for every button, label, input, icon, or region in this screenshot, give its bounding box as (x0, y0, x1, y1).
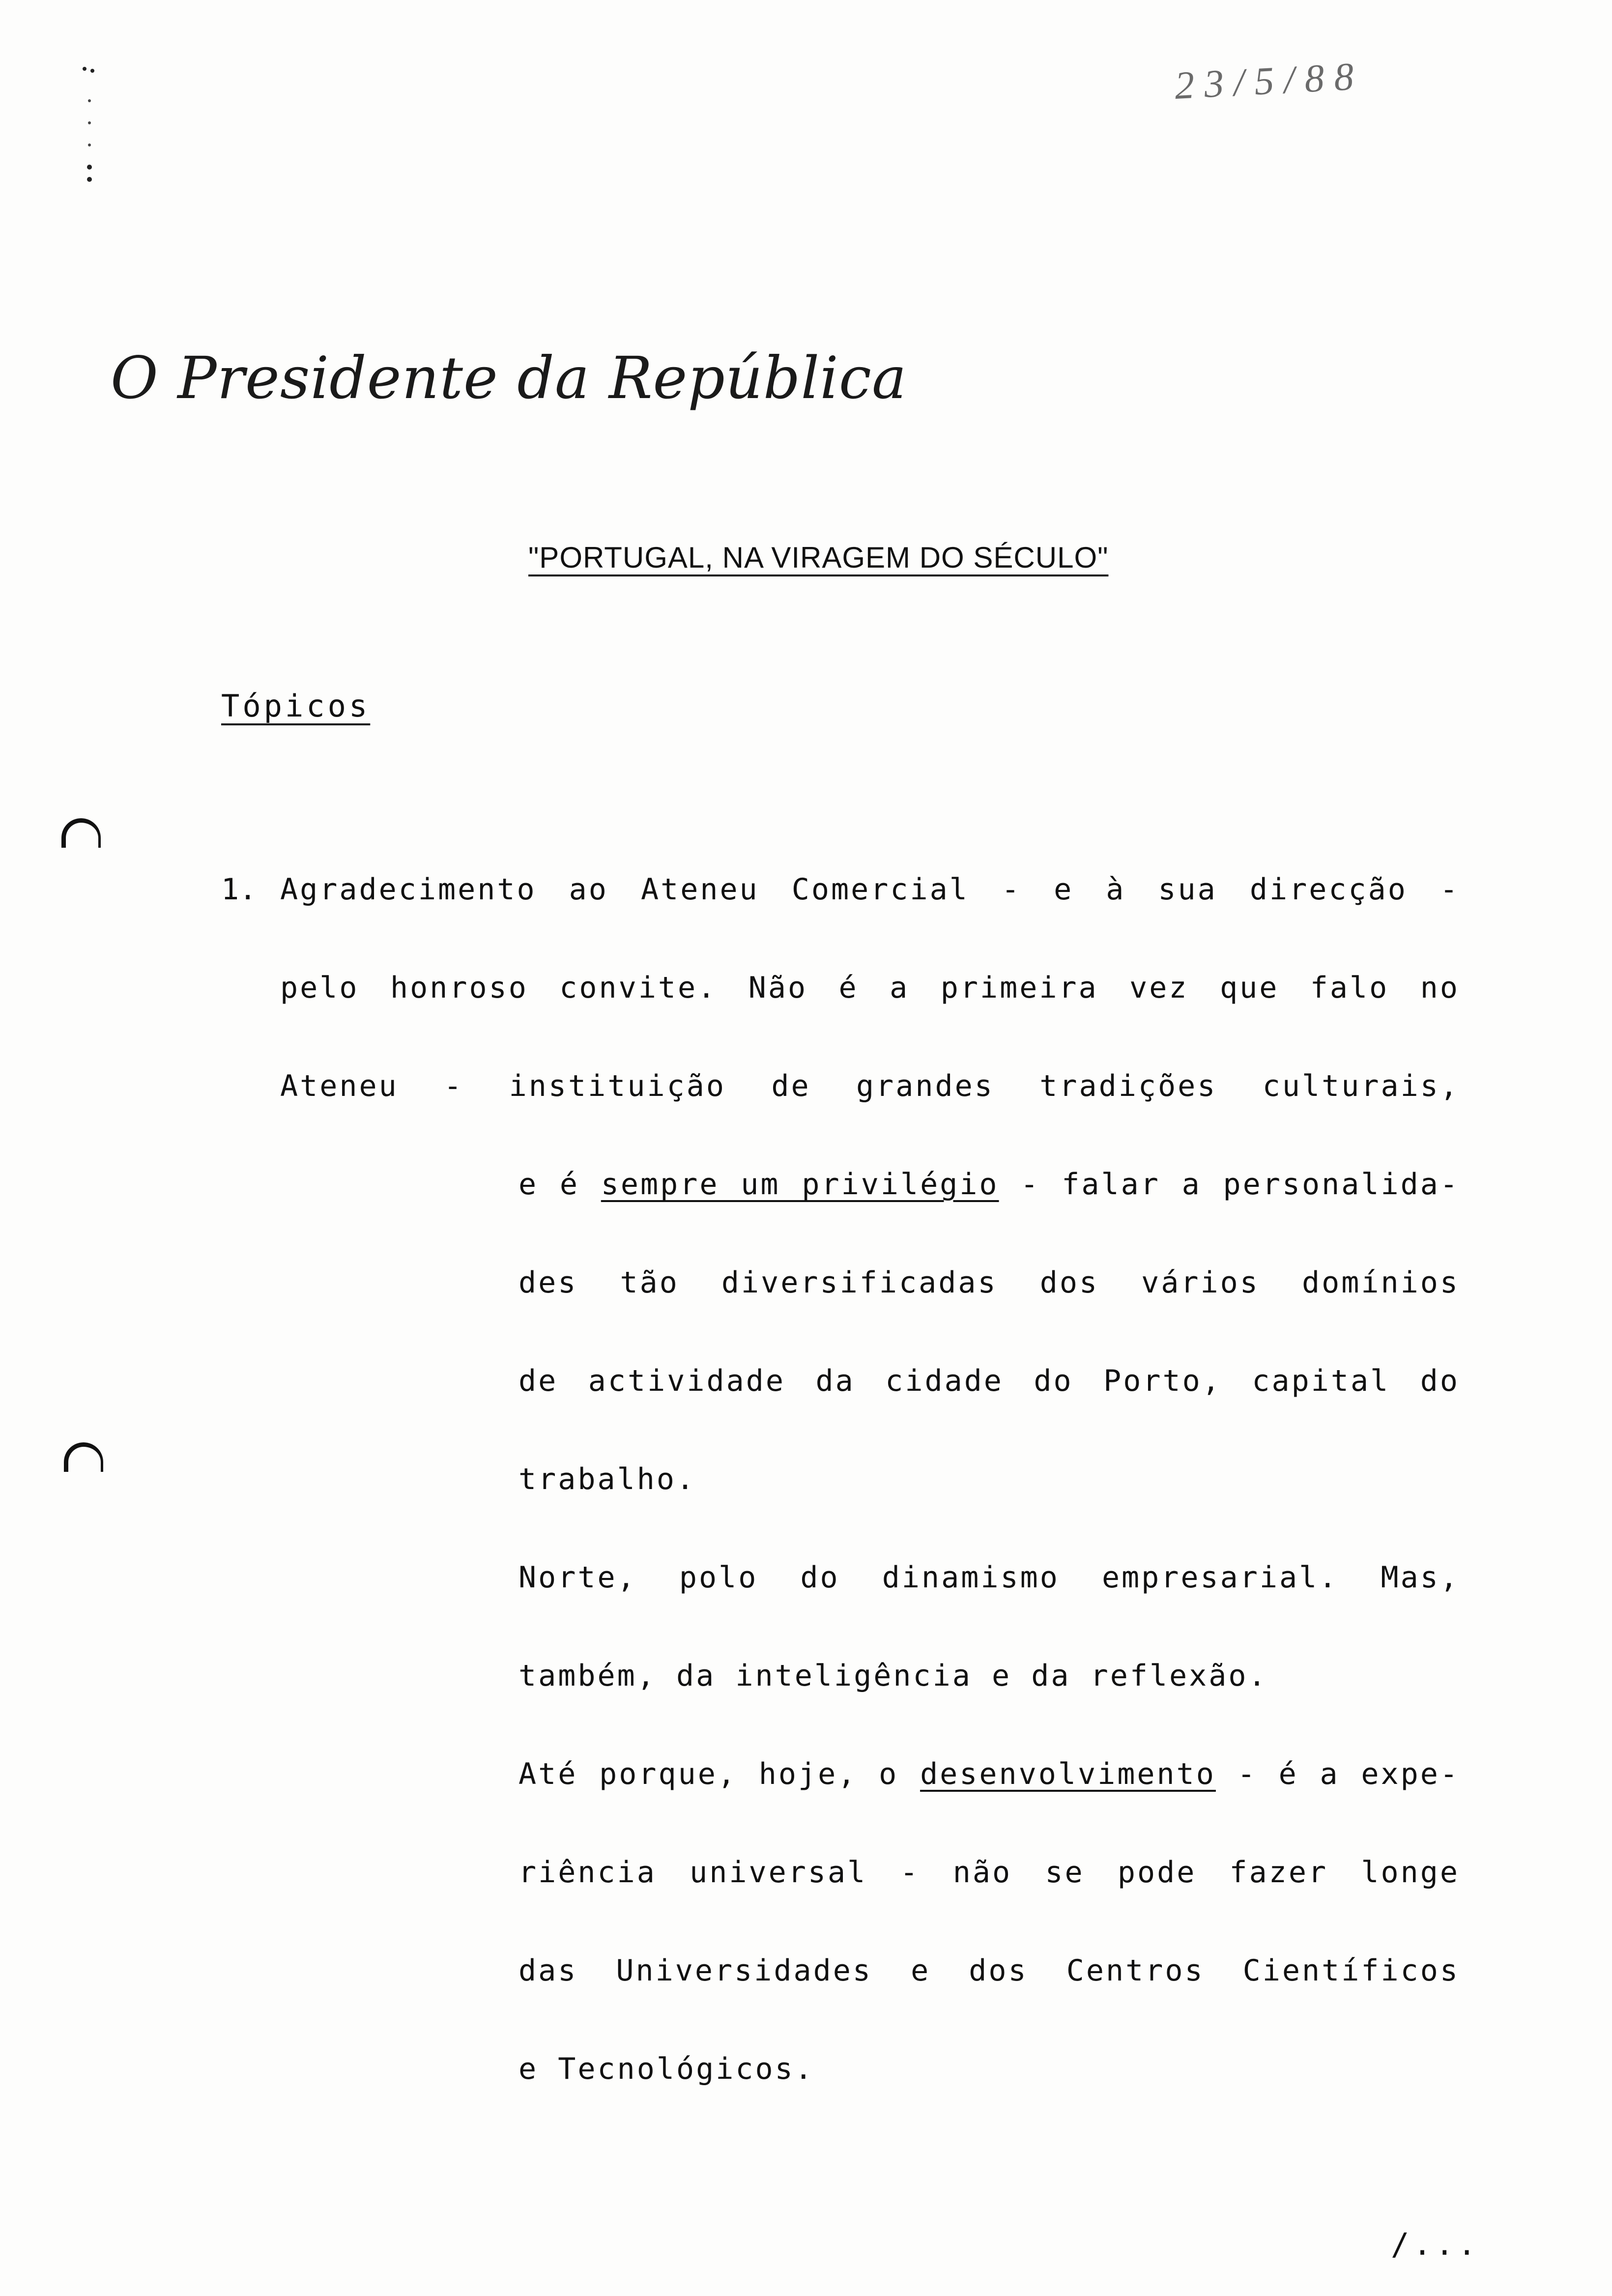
letterhead: O Presidente da República (111, 344, 907, 412)
body-line-text: riência universal - não se pode fazer longe (518, 1855, 1460, 1890)
body-line-text: pelo honroso convite. Não é a primeira vez que falo no (280, 971, 1460, 1005)
body-line (518, 1462, 696, 1496)
body-line-text: des tão diversificadas dos vários domínios (518, 1265, 1460, 1300)
body-line (518, 1855, 1460, 1890)
margin-marks (79, 64, 98, 192)
underlined-phrase: sempre um privilégio (601, 1167, 999, 1202)
body-line-text: de actividade da cidade do Porto, capital do (518, 1364, 1460, 1398)
body-line-text: - falar a personalida- (999, 1167, 1460, 1202)
body-line (518, 1265, 1460, 1300)
underlined-phrase: desenvolvimento (920, 1757, 1216, 1791)
punch-hole-mark-lower (64, 1442, 103, 1472)
continuation-mark: /... (1391, 2226, 1480, 2262)
body-line (280, 971, 1460, 1005)
body-line (518, 1167, 1460, 1202)
body-line (518, 1364, 1460, 1398)
body-line-text: também, da inteligência e da reflexão. (518, 1659, 1268, 1693)
body-line (518, 1757, 1460, 1791)
body-line-text: Norte, polo do dinamismo empresarial. Mas, (518, 1560, 1460, 1595)
body-line-text: Agradecimento ao Ateneu Comercial - e à sua direcção - (280, 872, 1460, 907)
body-line-text: e Tecnológicos. (518, 2052, 814, 2086)
body-line-text: Ateneu - instituição de grandes tradições culturais, (280, 1069, 1460, 1103)
document-title (528, 541, 1108, 574)
body-line-text: e é (518, 1167, 601, 1202)
body-line-text: Até porque, hoje, o (518, 1757, 921, 1791)
body-line (518, 2052, 814, 2086)
body-line (518, 1953, 1460, 1988)
body-line (280, 1069, 1460, 1103)
body-line (518, 1659, 1268, 1693)
body-line (518, 1560, 1460, 1595)
body-line (280, 872, 1460, 907)
punch-hole-mark-upper (61, 818, 101, 848)
body-line-text: das Universidades e dos Centros Científicos (518, 1953, 1460, 1988)
document-title-text: "PORTUGAL, NA VIRAGEM DO SÉCULO" (528, 541, 1109, 574)
body-line-text: trabalho. (518, 1462, 696, 1496)
section-heading: Tópicos (221, 688, 371, 724)
body-line-text: - é a expe- (1215, 1757, 1460, 1791)
item-number: 1. (221, 872, 257, 907)
handwritten-date: 23/5/88 (1173, 55, 1365, 108)
